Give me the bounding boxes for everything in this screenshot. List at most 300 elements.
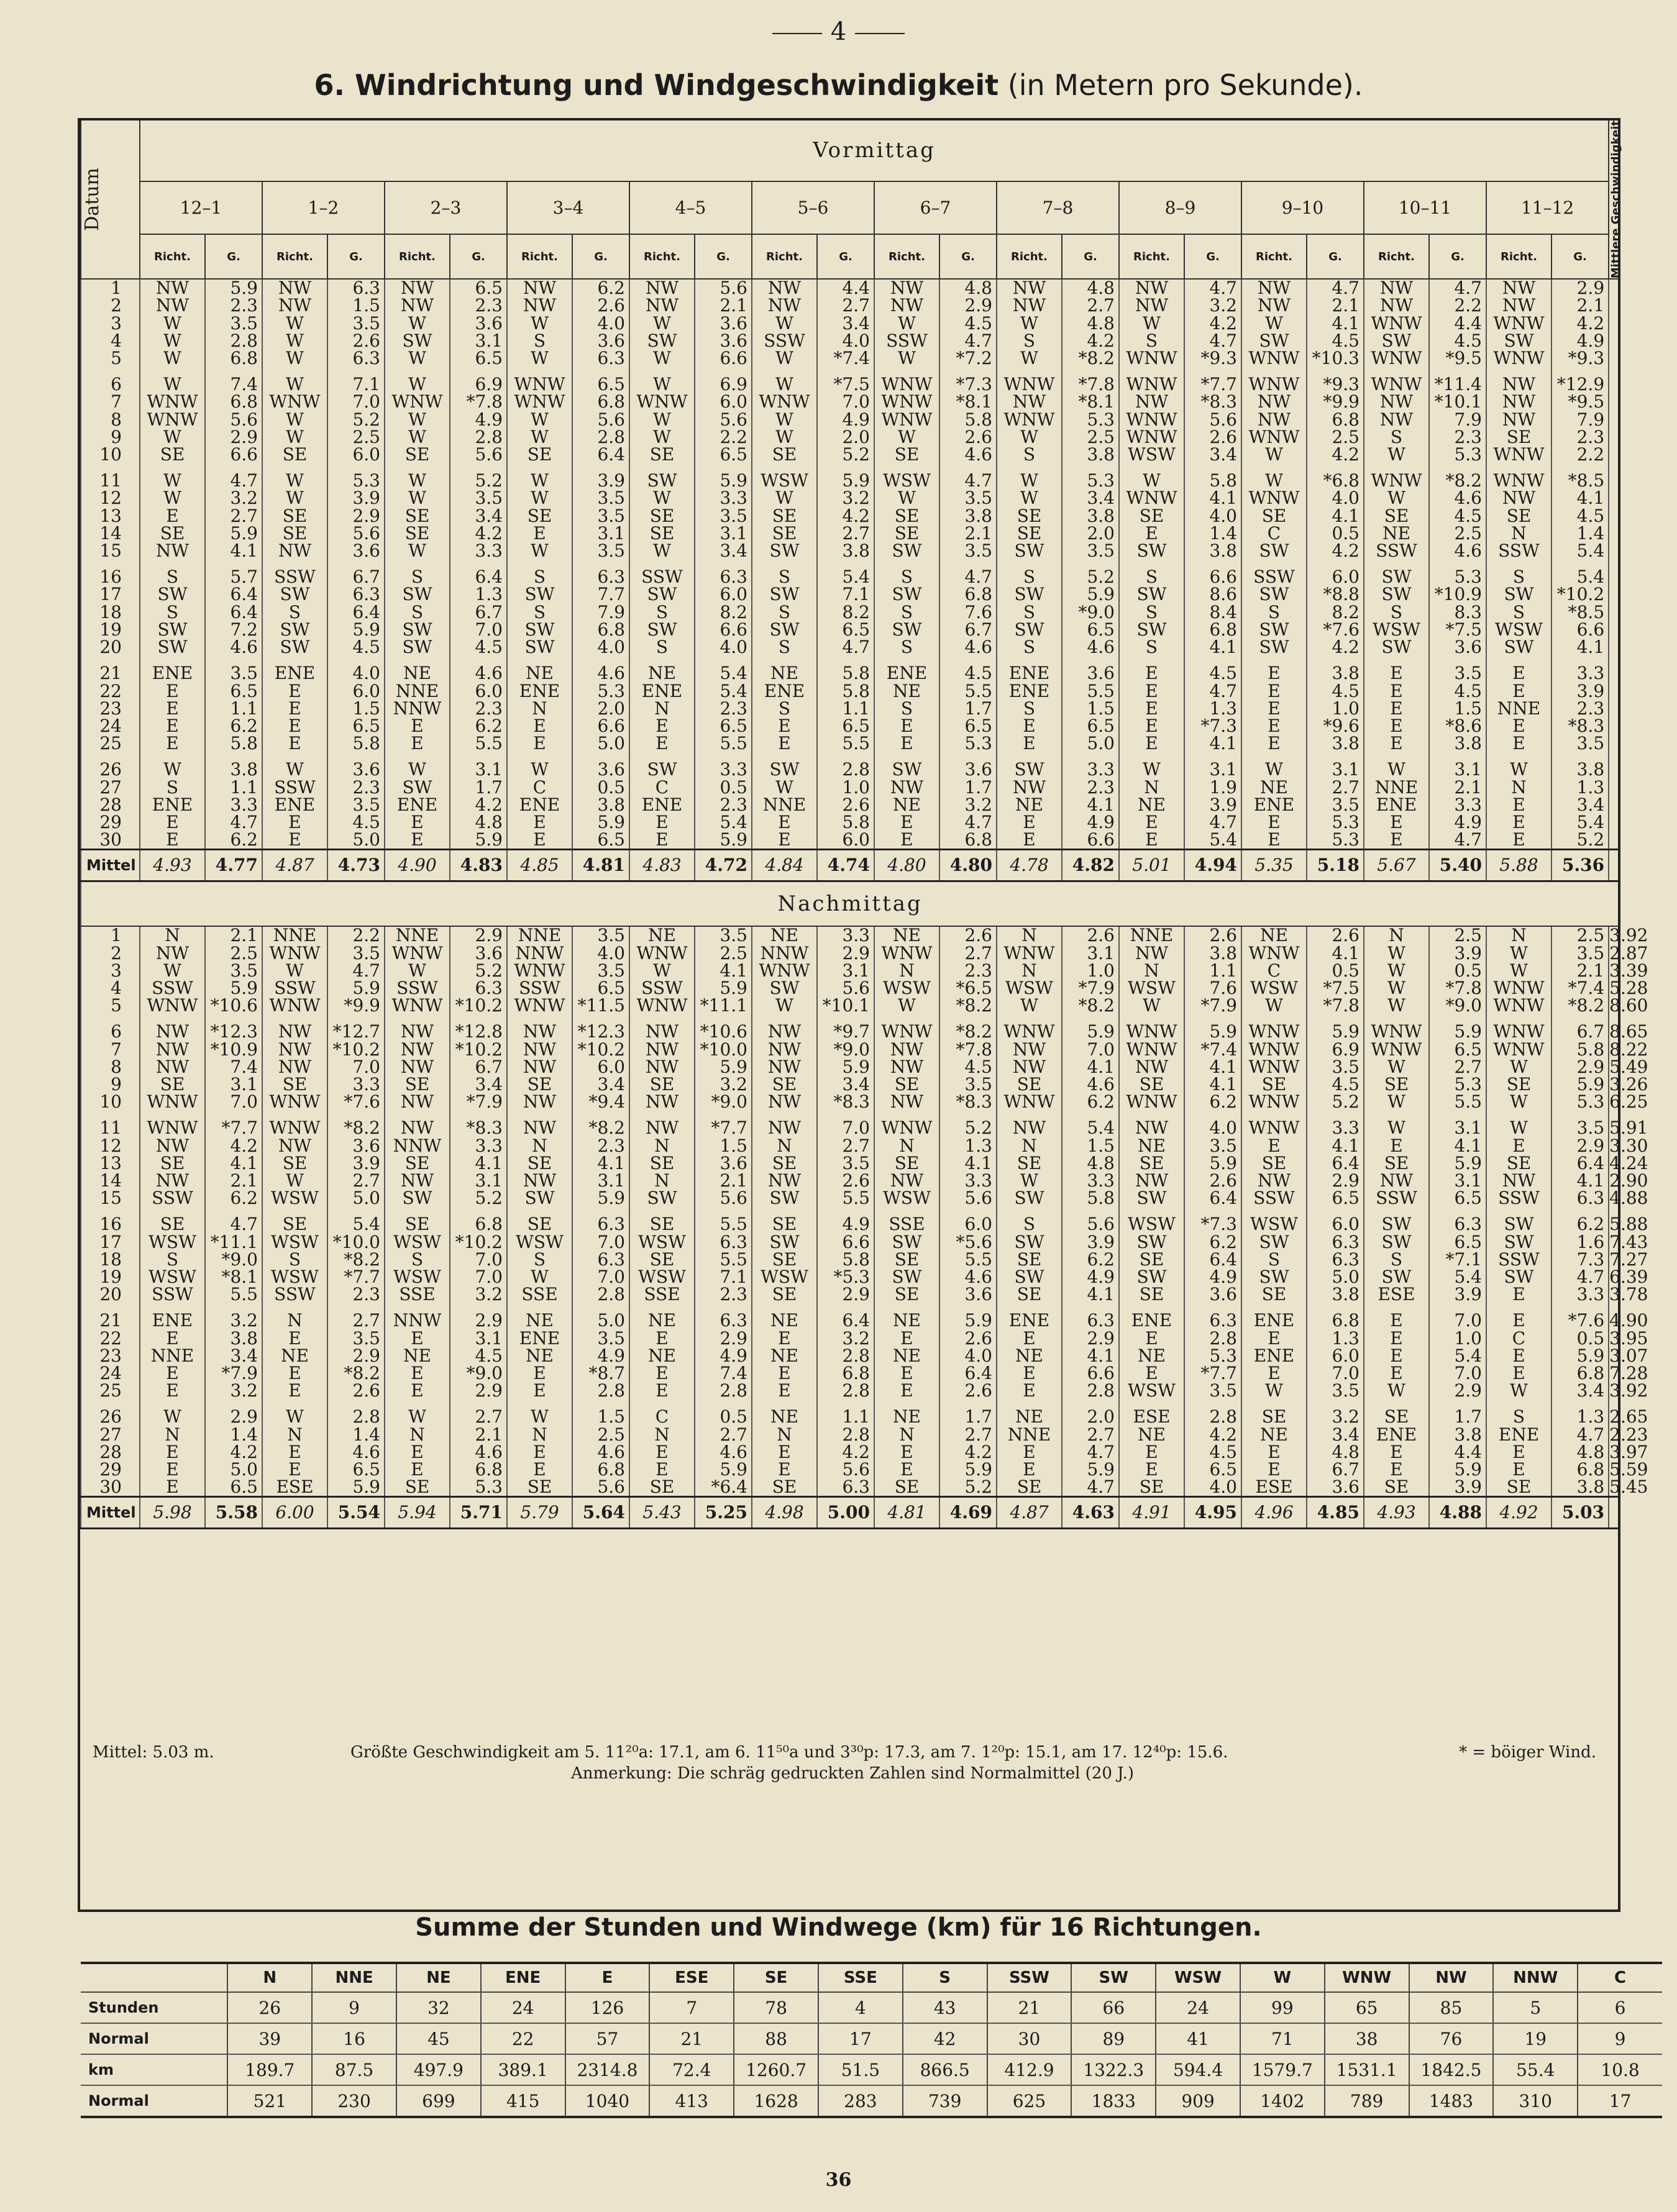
- summary-cell: 126: [565, 1992, 650, 2023]
- speed-cell: 6.5: [939, 717, 997, 735]
- speed-cell: 4.1: [1307, 945, 1364, 962]
- direction-cell: W: [997, 429, 1062, 446]
- speed-cell: 5.0: [327, 1190, 385, 1207]
- speed-cell: 2.7: [327, 1312, 385, 1329]
- direction-cell: E: [385, 717, 450, 735]
- speed-cell: *12.3: [572, 1023, 629, 1040]
- speed-cell: 6.2: [205, 831, 262, 850]
- speed-cell: 2.6: [1184, 1172, 1241, 1190]
- speed-cell: *7.4: [817, 350, 874, 367]
- daily-mean-cell: [1609, 604, 1619, 621]
- summary-cell: 909: [1156, 2085, 1240, 2117]
- direction-cell: S: [1486, 604, 1551, 621]
- speed-cell: 3.6: [695, 315, 752, 332]
- speed-cell: 2.2: [1551, 446, 1609, 463]
- direction-cell: W: [262, 1408, 327, 1426]
- direction-cell: NW: [140, 945, 205, 962]
- direction-cell: SE: [1486, 1478, 1551, 1497]
- direction-cell: E: [1364, 814, 1429, 831]
- speed-cell: 2.7: [450, 1408, 507, 1426]
- day-cell: 23: [81, 700, 140, 717]
- nachmittag-body: [81, 881, 1648, 1529]
- speed-cell: 5.4: [327, 1216, 385, 1233]
- speed-cell: 6.3: [1307, 1251, 1364, 1268]
- direction-cell: WNW: [1241, 1119, 1307, 1137]
- table-row: [81, 700, 1619, 717]
- speed-cell: 5.8: [1062, 1190, 1119, 1207]
- direction-cell: WNW: [1241, 489, 1307, 507]
- speed-cell: 3.1: [572, 525, 629, 542]
- direction-cell: NW: [629, 1119, 695, 1137]
- direction-cell: S: [874, 604, 939, 621]
- speed-cell: 3.9: [327, 489, 385, 507]
- speed-cell: 6.4: [1551, 1155, 1609, 1172]
- direction-cell: W: [262, 376, 327, 393]
- speed-cell: *11.4: [1429, 376, 1486, 393]
- direction-cell: NNE: [140, 1347, 205, 1365]
- speed-cell: 4.7: [1184, 279, 1241, 297]
- direction-cell: C: [507, 779, 572, 796]
- speed-cell: 6.5: [1307, 1190, 1364, 1207]
- direction-cell: WNW: [507, 376, 572, 393]
- day-cell: 19: [81, 1268, 140, 1286]
- direction-cell: E: [385, 831, 450, 850]
- speed-cell: 5.3: [1062, 411, 1119, 429]
- speed-cell: 5.8: [817, 683, 874, 700]
- day-cell: 25: [81, 735, 140, 752]
- direction-cell: W: [997, 315, 1062, 332]
- summary-cell: 739: [903, 2085, 987, 2117]
- speed-cell: 6.8: [205, 350, 262, 367]
- direction-cell: SW: [997, 542, 1062, 560]
- table-row: [81, 542, 1619, 560]
- speed-cell: 2.3: [1062, 779, 1119, 796]
- speed-cell: 3.5: [817, 1155, 874, 1172]
- nachmittag-header: Nachmittag: [777, 891, 923, 917]
- speed-cell: *7.8: [450, 393, 507, 411]
- speed-cell: 7.1: [817, 586, 874, 603]
- direction-cell: E: [262, 700, 327, 717]
- speed-cell: 2.6: [939, 429, 997, 446]
- speed-cell: 3.3: [1429, 796, 1486, 814]
- speed-cell: 7.1: [327, 376, 385, 393]
- direction-cell: SW: [752, 586, 817, 603]
- direction-cell: W: [629, 429, 695, 446]
- direction-cell: SSW: [140, 980, 205, 997]
- speed-cell: 4.2: [1551, 315, 1609, 332]
- direction-cell: SW: [629, 621, 695, 639]
- speed-cell: 8.3: [1429, 604, 1486, 621]
- summary-cell: 1402: [1240, 2085, 1325, 2117]
- direction-cell: SW: [1364, 1234, 1429, 1251]
- direction-cell: SW: [874, 1268, 939, 1286]
- speed-cell: 5.6: [695, 411, 752, 429]
- speed-cell: 5.8: [939, 411, 997, 429]
- mean-cell: 4.94: [1184, 850, 1241, 881]
- direction-cell: E: [629, 717, 695, 735]
- direction-cell: S: [507, 568, 572, 586]
- day-cell: 25: [81, 1382, 140, 1400]
- direction-cell: E: [140, 1478, 205, 1497]
- speed-cell: 5.0: [1062, 735, 1119, 752]
- summary-row-label: Normal: [81, 2023, 227, 2054]
- table-row: [81, 1347, 1619, 1365]
- g-header: G.: [1184, 234, 1241, 279]
- direction-cell: SE: [997, 1155, 1062, 1172]
- speed-cell: 4.1: [1184, 639, 1241, 656]
- direction-cell: WNW: [1119, 489, 1184, 507]
- speed-cell: 6.6: [205, 446, 262, 463]
- direction-cell: E: [385, 735, 450, 752]
- speed-cell: 2.7: [205, 507, 262, 525]
- speed-cell: 6.2: [1184, 1093, 1241, 1111]
- direction-cell: SE: [1364, 507, 1429, 525]
- direction-cell: NE: [752, 665, 817, 682]
- table-row: [81, 1461, 1619, 1478]
- direction-cell: E: [752, 1461, 817, 1478]
- summary-cell: 41: [1156, 2023, 1240, 2054]
- direction-cell: E: [752, 735, 817, 752]
- direction-cell: E: [1364, 735, 1429, 752]
- direction-cell: SW: [507, 621, 572, 639]
- direction-cell: SE: [874, 525, 939, 542]
- speed-cell: 6.3: [327, 586, 385, 603]
- summary-cell: 9: [312, 1992, 396, 2023]
- direction-cell: NE: [629, 1312, 695, 1329]
- speed-cell: 6.8: [939, 831, 997, 850]
- speed-cell: 3.8: [1062, 507, 1119, 525]
- summary-cell: 866.5: [903, 2054, 987, 2085]
- speed-cell: 2.7: [817, 525, 874, 542]
- daily-mean-cell: 2.65: [1609, 1406, 1648, 1427]
- direction-cell: NW: [140, 279, 205, 297]
- speed-cell: 4.6: [450, 665, 507, 682]
- speed-cell: 8.2: [1307, 604, 1364, 621]
- direction-cell: E: [1241, 1137, 1307, 1155]
- table-row: [81, 411, 1619, 429]
- summary-cell: 1579.7: [1240, 2054, 1325, 2085]
- speed-cell: 2.6: [1184, 926, 1241, 944]
- speed-cell: 3.2: [817, 489, 874, 507]
- direction-cell: SSW: [629, 980, 695, 997]
- speed-cell: 5.6: [450, 446, 507, 463]
- speed-cell: 3.6: [572, 761, 629, 778]
- direction-cell: SSE: [507, 1286, 572, 1303]
- speed-cell: 2.0: [1062, 1408, 1119, 1426]
- normal-mean-cell: 4.80: [874, 850, 939, 881]
- speed-cell: 3.5: [1307, 796, 1364, 814]
- direction-cell: W: [752, 779, 817, 796]
- direction-cell: SE: [1241, 1408, 1307, 1426]
- direction-cell: W: [1119, 997, 1184, 1014]
- speed-cell: 1.3: [450, 586, 507, 603]
- speed-cell: 6.3: [1184, 1312, 1241, 1329]
- speed-cell: 3.4: [695, 542, 752, 560]
- direction-cell: ENE: [629, 796, 695, 814]
- direction-cell: N: [385, 1426, 450, 1444]
- speed-cell: 5.9: [572, 814, 629, 831]
- direction-cell: W: [507, 411, 572, 429]
- direction-cell: E: [385, 1444, 450, 1461]
- table-row: [81, 997, 1619, 1014]
- direction-cell: E: [262, 814, 327, 831]
- direction-cell: N: [1364, 926, 1429, 944]
- direction-cell: ENE: [262, 665, 327, 682]
- speed-cell: 7.0: [1062, 1041, 1119, 1058]
- direction-header: SW: [1071, 1963, 1156, 1992]
- speed-cell: 2.8: [1062, 1382, 1119, 1400]
- direction-cell: WNW: [1486, 315, 1551, 332]
- day-cell: 30: [81, 831, 140, 850]
- speed-cell: 4.1: [1184, 489, 1241, 507]
- direction-cell: SW: [1364, 639, 1429, 656]
- direction-cell: SSW: [262, 779, 327, 796]
- speed-cell: *7.7: [327, 1268, 385, 1286]
- direction-cell: WNW: [997, 411, 1062, 429]
- direction-cell: SSW: [262, 1286, 327, 1303]
- speed-cell: *9.0: [205, 1251, 262, 1268]
- speed-cell: 4.7: [1184, 683, 1241, 700]
- speed-cell: *8.3: [939, 1093, 997, 1111]
- speed-cell: 2.5: [1551, 926, 1609, 944]
- speed-cell: 4.2: [1184, 315, 1241, 332]
- table-row: [81, 1286, 1619, 1303]
- direction-cell: WNW: [1241, 945, 1307, 962]
- speed-cell: 4.9: [1062, 1268, 1119, 1286]
- direction-cell: E: [1486, 1347, 1551, 1365]
- summary-cell: 1040: [565, 2085, 650, 2117]
- speed-cell: 3.3: [450, 542, 507, 560]
- direction-cell: SW: [507, 586, 572, 603]
- day-cell: 24: [81, 1365, 140, 1382]
- speed-cell: 1.5: [327, 297, 385, 314]
- speed-cell: 7.0: [1429, 1365, 1486, 1382]
- day-cell: 15: [81, 542, 140, 560]
- speed-cell: *11.1: [695, 997, 752, 1014]
- direction-cell: SE: [507, 1478, 572, 1497]
- day-cell: 11: [81, 1119, 140, 1137]
- direction-cell: E: [262, 1330, 327, 1347]
- interval-header: 9–10: [1241, 181, 1364, 235]
- daily-mean-cell: [1609, 761, 1619, 778]
- direction-cell: S: [140, 604, 205, 621]
- summary-cell: 89: [1071, 2023, 1156, 2054]
- direction-cell: SE: [629, 446, 695, 463]
- speed-cell: 3.1: [817, 962, 874, 980]
- direction-cell: NW: [997, 279, 1062, 297]
- vormittag-body: [81, 279, 1619, 881]
- direction-cell: E: [629, 1382, 695, 1400]
- direction-cell: E: [629, 1444, 695, 1461]
- speed-cell: 6.3: [327, 279, 385, 297]
- direction-cell: E: [140, 1382, 205, 1400]
- speed-cell: 5.6: [1062, 1216, 1119, 1233]
- interval-header: 2–3: [385, 181, 507, 235]
- direction-cell: W: [140, 962, 205, 980]
- direction-cell: S: [1241, 1251, 1307, 1268]
- direction-cell: S: [507, 1251, 572, 1268]
- direction-cell: E: [1119, 665, 1184, 682]
- page-number: 4: [0, 17, 1677, 46]
- speed-cell: 4.2: [1307, 639, 1364, 656]
- direction-cell: NE: [1119, 1347, 1184, 1365]
- table-row: [81, 814, 1619, 831]
- direction-cell: SE: [874, 507, 939, 525]
- speed-cell: 2.8: [817, 1426, 874, 1444]
- speed-cell: 6.0: [572, 1058, 629, 1076]
- speed-cell: 3.9: [1429, 1286, 1486, 1303]
- daily-mean-cell: 7.28: [1609, 1363, 1648, 1383]
- direction-cell: W: [385, 962, 450, 980]
- direction-cell: W: [1364, 980, 1429, 997]
- direction-cell: NW: [1119, 1119, 1184, 1137]
- speed-cell: 5.9: [1429, 1023, 1486, 1040]
- direction-cell: W: [1364, 489, 1429, 507]
- direction-cell: S: [997, 1216, 1062, 1233]
- direction-cell: ENE: [1241, 1347, 1307, 1365]
- speed-cell: 0.5: [1307, 962, 1364, 980]
- direction-cell: W: [1486, 1382, 1551, 1400]
- g-header: G.: [572, 234, 629, 279]
- speed-cell: 3.8: [205, 1330, 262, 1347]
- direction-cell: E: [385, 1382, 450, 1400]
- direction-cell: E: [1486, 717, 1551, 735]
- day-cell: 2: [81, 945, 140, 962]
- speed-cell: 0.5: [1307, 525, 1364, 542]
- direction-cell: WNW: [1241, 1093, 1307, 1111]
- speed-cell: 6.7: [450, 1058, 507, 1076]
- mean-cell: 5.18: [1307, 850, 1364, 881]
- speed-cell: 4.2: [450, 796, 507, 814]
- direction-cell: SE: [997, 525, 1062, 542]
- speed-cell: 3.5: [572, 926, 629, 944]
- speed-cell: 5.5: [1429, 1093, 1486, 1111]
- direction-cell: SSW: [1364, 1190, 1429, 1207]
- direction-cell: SE: [752, 1286, 817, 1303]
- direction-cell: SE: [262, 1155, 327, 1172]
- mean-cell: 4.77: [205, 850, 262, 881]
- direction-cell: E: [262, 1444, 327, 1461]
- direction-cell: SE: [629, 1478, 695, 1497]
- direction-cell: S: [507, 604, 572, 621]
- direction-cell: W: [1241, 315, 1307, 332]
- direction-cell: C: [1241, 525, 1307, 542]
- direction-cell: NW: [997, 1041, 1062, 1058]
- speed-cell: 3.5: [327, 945, 385, 962]
- summary-cell: 85: [1409, 1992, 1494, 2023]
- speed-cell: 3.5: [327, 315, 385, 332]
- direction-cell: E: [1486, 1137, 1551, 1155]
- speed-cell: 3.5: [327, 796, 385, 814]
- direction-cell: E: [752, 1365, 817, 1382]
- direction-cell: W: [140, 429, 205, 446]
- daily-mean-cell: 5.91: [1609, 1117, 1648, 1139]
- monthly-mean-note: Mittel: 5.03 m.: [93, 1743, 214, 1762]
- speed-cell: 3.4: [1184, 446, 1241, 463]
- direction-cell: ENE: [385, 796, 450, 814]
- speed-cell: 2.1: [695, 1172, 752, 1190]
- direction-cell: N: [507, 700, 572, 717]
- speed-cell: 5.4: [1551, 568, 1609, 586]
- direction-cell: E: [874, 1330, 939, 1347]
- speed-cell: *8.2: [1062, 350, 1119, 367]
- direction-cell: WNW: [1119, 1023, 1184, 1040]
- speed-cell: 5.6: [1184, 411, 1241, 429]
- speed-cell: 7.0: [450, 621, 507, 639]
- speed-cell: *8.3: [450, 1119, 507, 1137]
- direction-cell: SE: [507, 507, 572, 525]
- speed-cell: 6.6: [1184, 568, 1241, 586]
- direction-cell: S: [752, 604, 817, 621]
- direction-cell: E: [507, 814, 572, 831]
- speed-cell: 1.1: [205, 700, 262, 717]
- speed-cell: *7.9: [1062, 980, 1119, 997]
- speed-cell: 7.4: [695, 1365, 752, 1382]
- direction-cell: SW: [629, 761, 695, 778]
- speed-cell: 3.8: [1551, 1478, 1609, 1497]
- direction-cell: NW: [629, 1093, 695, 1111]
- direction-cell: W: [752, 315, 817, 332]
- direction-cell: NE: [874, 683, 939, 700]
- direction-cell: WNW: [1364, 315, 1429, 332]
- speed-cell: 5.0: [572, 735, 629, 752]
- direction-cell: E: [1364, 665, 1429, 682]
- speed-cell: 6.3: [572, 350, 629, 367]
- summary-cell: 5: [1493, 1992, 1578, 2023]
- direction-cell: WNW: [140, 411, 205, 429]
- direction-cell: SSW: [385, 980, 450, 997]
- direction-cell: NW: [629, 1041, 695, 1058]
- direction-cell: W: [752, 489, 817, 507]
- summary-cell: 24: [1156, 1992, 1240, 2023]
- direction-cell: NW: [752, 1041, 817, 1058]
- mean-cell: 4.72: [695, 850, 752, 881]
- direction-cell: WNW: [997, 1023, 1062, 1040]
- speed-cell: *12.3: [205, 1023, 262, 1040]
- direction-cell: E: [507, 1461, 572, 1478]
- speed-cell: 5.8: [205, 735, 262, 752]
- speed-cell: 4.1: [1307, 1137, 1364, 1155]
- speed-cell: 6.5: [695, 717, 752, 735]
- speed-cell: 4.0: [695, 639, 752, 656]
- direction-cell: WNW: [262, 1119, 327, 1137]
- summary-cell: 32: [396, 1992, 481, 2023]
- direction-cell: SE: [874, 446, 939, 463]
- speed-cell: 4.7: [1062, 1444, 1119, 1461]
- speed-cell: 2.8: [572, 1382, 629, 1400]
- direction-cell: S: [997, 639, 1062, 656]
- speed-cell: 2.1: [1551, 297, 1609, 314]
- direction-cell: C: [1486, 1330, 1551, 1347]
- speed-cell: 5.9: [695, 980, 752, 997]
- direction-cell: SE: [629, 1076, 695, 1093]
- direction-cell: SE: [140, 1216, 205, 1233]
- day-cell: 10: [81, 446, 140, 463]
- direction-cell: WNW: [752, 962, 817, 980]
- speed-cell: 4.9: [572, 1347, 629, 1365]
- speed-cell: 6.9: [1307, 1041, 1364, 1058]
- speed-cell: 7.0: [327, 1058, 385, 1076]
- direction-cell: S: [385, 1251, 450, 1268]
- direction-cell: E: [1486, 683, 1551, 700]
- direction-cell: W: [752, 411, 817, 429]
- direction-cell: SW: [1119, 621, 1184, 639]
- day-cell: 26: [81, 1408, 140, 1426]
- speed-cell: *8.3: [1551, 717, 1609, 735]
- speed-cell: 1.5: [695, 1137, 752, 1155]
- speed-cell: 3.4: [572, 1076, 629, 1093]
- direction-cell: E: [752, 1382, 817, 1400]
